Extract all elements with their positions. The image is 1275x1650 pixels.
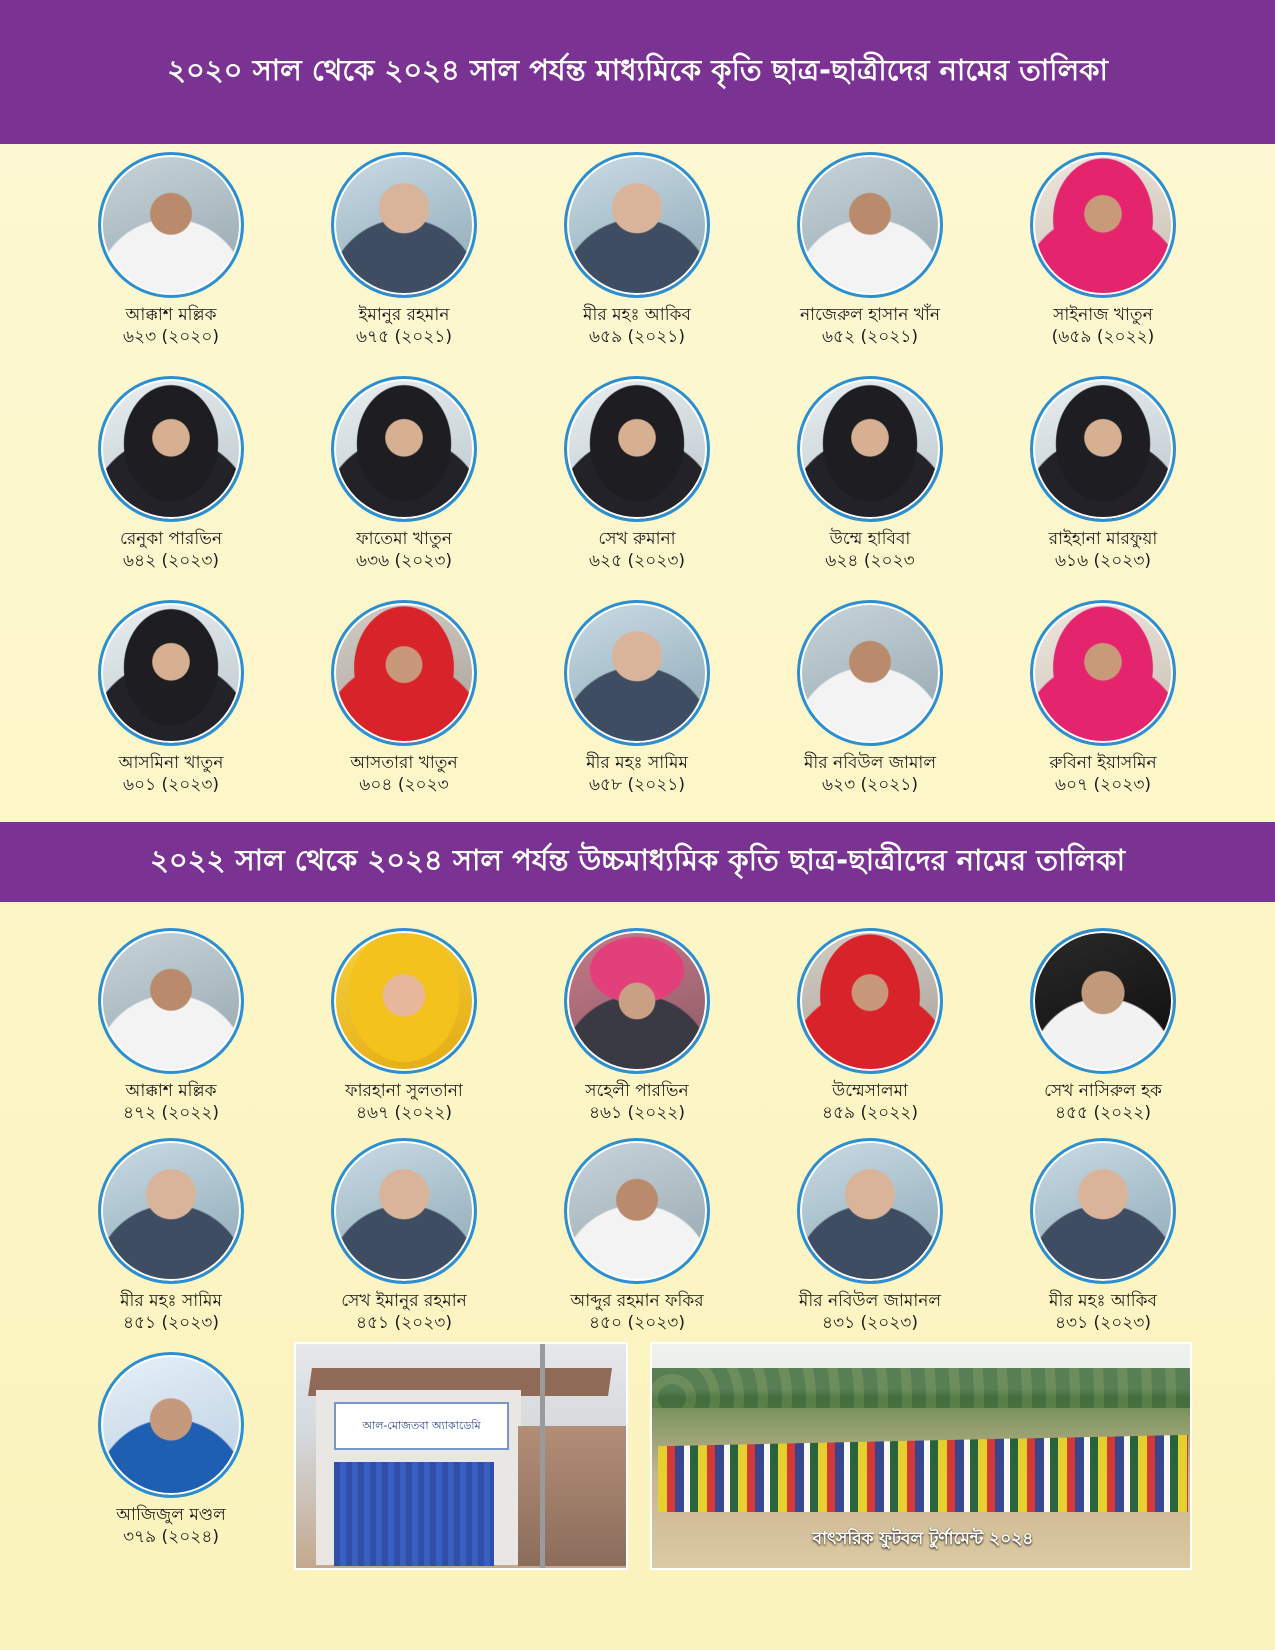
student-score: ৬০৪ (২০২৩ (359, 775, 449, 795)
student-score: ৪৭২ (২০২২) (122, 1103, 220, 1123)
student-card (987, 152, 1219, 360)
student-score: ৬০১ (২০২৩) (122, 775, 220, 795)
student-name: সেখ ইমানুর রহমান (341, 1291, 467, 1311)
student-photo (98, 1138, 244, 1284)
student-photo (331, 152, 477, 298)
student-card (754, 152, 986, 360)
team-group (658, 1418, 1188, 1512)
school-sign: আল-মোজতবা অ্যাকাডেমি (334, 1402, 509, 1450)
student-photo (1030, 152, 1176, 298)
student-name: আক্কাশ মল্লিক (125, 1081, 217, 1101)
student-score: ৪৫১ (২০২৩) (123, 1313, 219, 1333)
student-score: ৬৭৫ (২০২১) (356, 327, 452, 347)
student-name: আক্কাশ মল্লিক (125, 305, 217, 325)
shed (518, 1426, 628, 1566)
student-name: আসমিনা খাতুন (118, 753, 224, 773)
student-score: ৩৭৯ (২০২৪) (123, 1527, 219, 1547)
student-name: সহেলী পারভিন (585, 1081, 689, 1101)
student-photo (331, 376, 477, 522)
student-photo (98, 1352, 244, 1498)
student-name: মীর মহঃ আকিব (583, 305, 691, 325)
student-score: ৬০৭ (২০২৩) (1054, 775, 1152, 795)
student-score: ৪৬১ (২০২২) (589, 1103, 685, 1123)
student-photo (1030, 928, 1176, 1074)
student-card (55, 152, 287, 360)
student-card (55, 1138, 287, 1338)
student-score: ৬১৬ (২০২৩) (1054, 551, 1152, 571)
student-photo (331, 1138, 477, 1284)
student-card (288, 1138, 520, 1338)
student-card (55, 376, 287, 584)
student-photo (98, 600, 244, 746)
student-name: মীর মহঃ আকিব (1049, 1291, 1157, 1311)
student-score: ৬২৩ (২০২১) (821, 775, 919, 795)
student-name: ইমানুর রহমান (358, 305, 450, 325)
football-caption: বাৎসরিক ফুটবল টুর্ণামেন্ট ২০২৪ (812, 1529, 1034, 1549)
student-photo (564, 600, 710, 746)
student-photo (564, 376, 710, 522)
school-building-photo (294, 1342, 628, 1570)
student-card (288, 152, 520, 360)
student-name: মীর নবিউল জামানল (798, 1291, 942, 1311)
student-name: সেখ নাসিরুল হক (1044, 1081, 1162, 1101)
student-card (288, 600, 520, 808)
student-score: ৬৩৬ (২০২৩) (355, 551, 453, 571)
student-card (754, 600, 986, 808)
student-photo (564, 928, 710, 1074)
student-score: ৪৩১ (২০২৩) (822, 1313, 918, 1333)
student-card (521, 376, 753, 584)
section-2-title: ২০২২ সাল থেকে ২০২৪ সাল পর্যন্ত উচ্চমাধ্যমিক কৃতি ছাত্র-ছাত্রীদের নামের তালিকা (0, 822, 1275, 902)
student-photo (797, 152, 943, 298)
student-photo (98, 376, 244, 522)
student-photo (98, 928, 244, 1074)
student-name: রাইহানা মারফুয়া (1048, 529, 1158, 549)
pole (540, 1344, 545, 1570)
student-score: ৬২৪ (২০২৩ (825, 551, 915, 571)
student-photo (98, 152, 244, 298)
student-photo (797, 600, 943, 746)
student-name: আসতারা খাতুন (350, 753, 458, 773)
student-score: ৬৪২ (২০২৩) (122, 551, 220, 571)
student-card (521, 152, 753, 360)
student-card (55, 1352, 287, 1560)
student-card (521, 928, 753, 1128)
student-score: ৪৫০ (২০২৩) (589, 1313, 685, 1333)
student-name: ফারহানা সুলতানা (345, 1081, 463, 1101)
student-score: ৬৫৮ (২০২১) (589, 775, 685, 795)
student-score: ৬৫২ (২০২১) (822, 327, 918, 347)
student-score: ৪৫১ (২০২৩) (356, 1313, 452, 1333)
student-name: আজিজুল মণ্ডল (116, 1505, 226, 1525)
student-photo (1030, 1138, 1176, 1284)
student-photo (797, 1138, 943, 1284)
student-score: ৬২৩ (২০২০) (122, 327, 220, 347)
student-score: (৬৫৯ (২০২২) (1051, 327, 1155, 347)
student-score: ৪৬৭ (২০২২) (355, 1103, 453, 1123)
higher-secondary-students-grid (55, 928, 1220, 1338)
student-name: মীর মহঃ সামিম (120, 1291, 222, 1311)
student-card (55, 600, 287, 808)
student-photo (797, 376, 943, 522)
student-photo (1030, 376, 1176, 522)
student-card (987, 376, 1219, 584)
student-name: ফাতেমা খাতুন (356, 529, 452, 549)
student-card (987, 928, 1219, 1128)
student-name: রেনুকা পারভিন (119, 529, 223, 549)
student-name: আব্দুর রহমান ফকির (570, 1291, 704, 1311)
student-name: মীর নবিউল জামাল (803, 753, 937, 773)
student-card (987, 600, 1219, 808)
student-card (754, 376, 986, 584)
football-tournament-photo (650, 1342, 1192, 1570)
student-card (55, 928, 287, 1128)
student-score: ৬২৫ (২০২৩) (588, 551, 686, 571)
student-score: ৪৩১ (২০২৩) (1055, 1313, 1151, 1333)
student-name: রুবিনা ইয়াসমিন (1049, 753, 1157, 773)
student-photo (797, 928, 943, 1074)
student-card (754, 928, 986, 1128)
student-score: ৪৫৫ (২০২২) (1055, 1103, 1151, 1123)
gate (334, 1462, 494, 1566)
student-photo (564, 1138, 710, 1284)
student-name: উম্মে হাবিবা (829, 529, 911, 549)
student-card (754, 1138, 986, 1338)
student-photo (564, 152, 710, 298)
student-card (987, 1138, 1219, 1338)
student-name: নাজেরুল হাসান খাঁন (799, 305, 941, 325)
student-score: ৬৫৯ (২০২১) (589, 327, 685, 347)
student-name: সেখ রুমানা (598, 529, 676, 549)
student-name: উম্মেসালমা (832, 1081, 908, 1101)
student-photo (331, 600, 477, 746)
student-photo (1030, 600, 1176, 746)
student-name: মীর মহঃ সামিম (586, 753, 688, 773)
student-card (288, 376, 520, 584)
student-card (288, 928, 520, 1128)
student-card (521, 600, 753, 808)
student-photo (331, 928, 477, 1074)
trees (652, 1368, 1192, 1408)
student-name: সাইনাজ খাতুন (1053, 305, 1153, 325)
student-card (521, 1138, 753, 1338)
student-score: ৪৫৯ (২০২২) (822, 1103, 918, 1123)
section-1-title: ২০২০ সাল থেকে ২০২৪ সাল পর্যন্ত মাধ্যমিকে কৃতি ছাত্র-ছাত্রীদের নামের তালিকা (0, 0, 1275, 144)
secondary-students-grid (55, 152, 1220, 808)
